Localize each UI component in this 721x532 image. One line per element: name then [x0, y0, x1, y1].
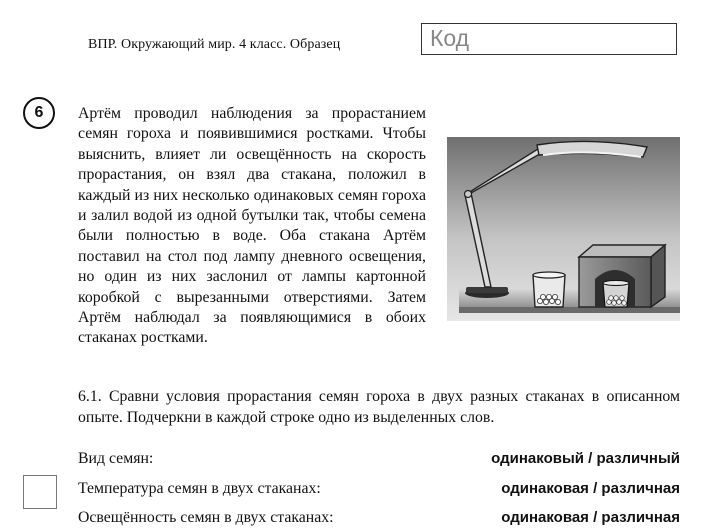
code-label: Код [430, 25, 470, 51]
row-options[interactable]: одинаковый / различный [491, 450, 680, 467]
row-label: Температура семян в двух стаканах: [78, 480, 321, 497]
comparison-row [78, 450, 680, 472]
task-number-badge: 6 [23, 97, 55, 129]
row-options[interactable]: одинаковая / различная [501, 480, 680, 497]
comparison-row [78, 509, 680, 531]
score-box[interactable] [23, 475, 57, 509]
row-label: Вид семян: [78, 450, 154, 467]
code-field[interactable] [421, 23, 677, 55]
task-description: Артём проводил наблюдения за прорастанием семян гороха и появившимися ростками. Чтобы выяснить, влияет ли освещённость на скорость прорастания, он взял два стакана, положил в каждый из них несколько одинаковых семян гороха и залил водой из одной бутылки так, чтобы семена были полностью в воде. Оба стакана Артём поставил на стол под лампу дневного освещения, но один из них заслонил от лампы картонной коробкой с вырезанными отверстиями. Затем Артём наблюдал за появляющимися в обоих стаканах ростками. [78, 105, 426, 347]
comparison-row [78, 480, 680, 502]
row-options[interactable]: одинаковая / различная [501, 509, 680, 526]
experiment-illustration-icon [447, 137, 680, 321]
page-header-title: ВПР. Окружающий мир. 4 класс. Образец [88, 37, 341, 52]
subtask-instructions: 6.1. Сравни условия прорастания семян гороха в двух разных стаканах в описанном опыте. Подчеркни в каждой строке одно из выделенных слов. [78, 388, 680, 426]
row-label: Освещённость семян в двух стаканах: [78, 509, 334, 526]
